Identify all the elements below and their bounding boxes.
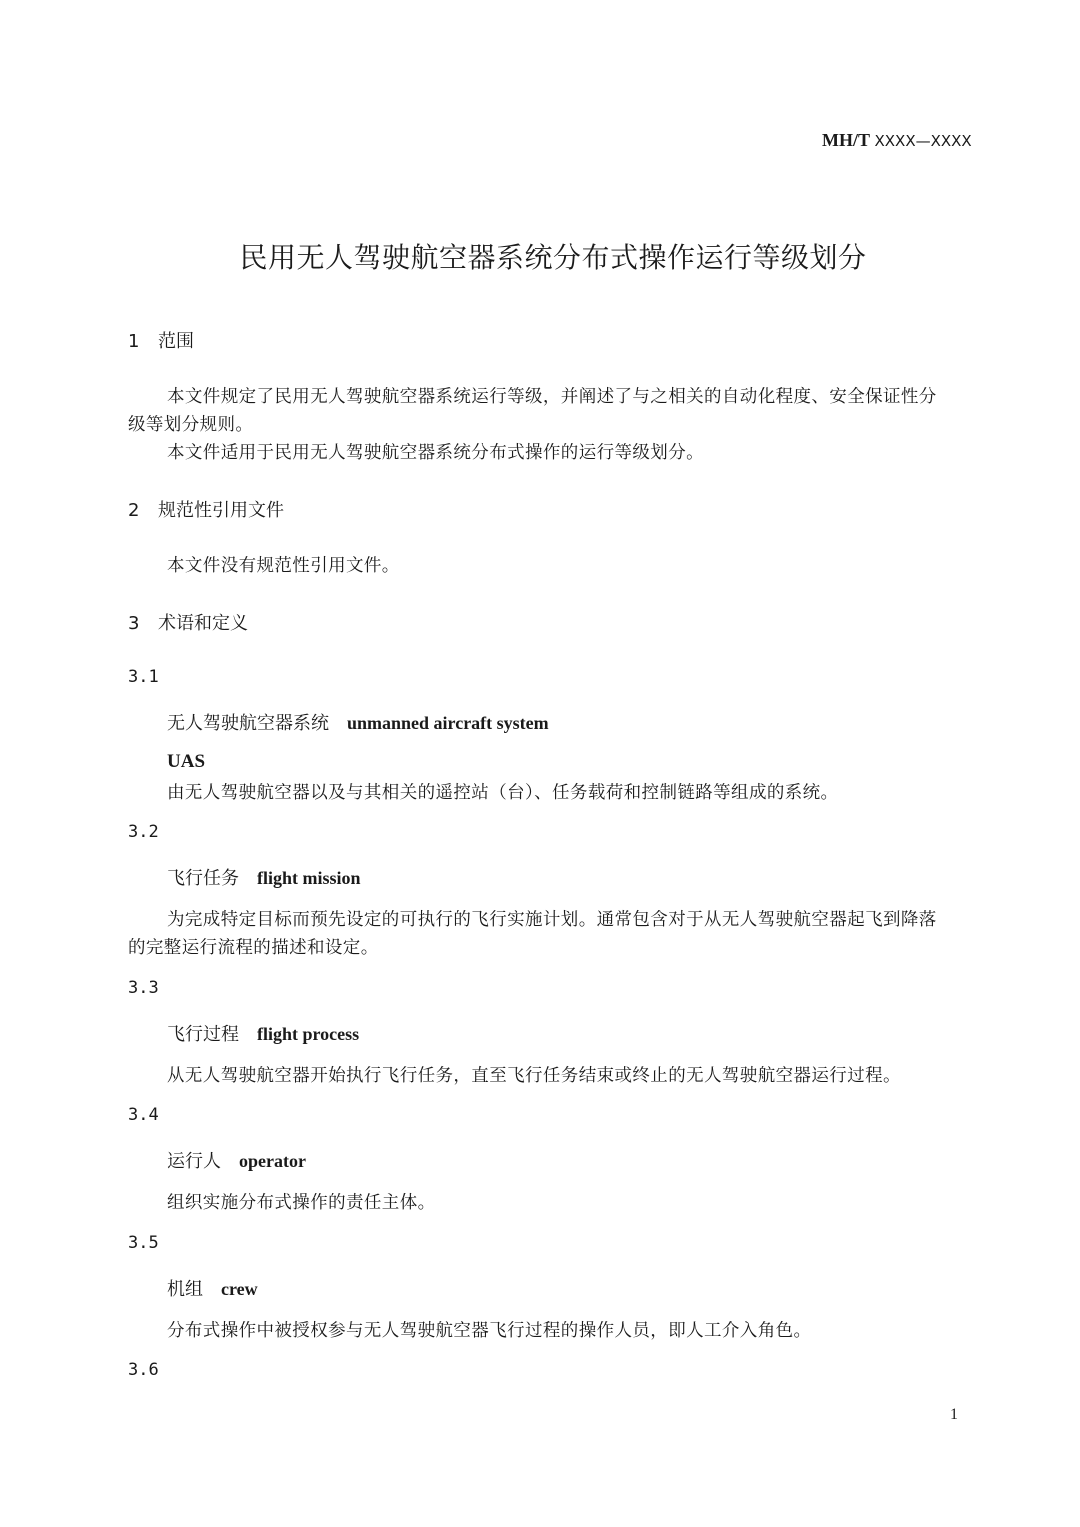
- normative-refs-paragraph: 本文件没有规范性引用文件。: [167, 556, 400, 576]
- term-entry: [167, 1147, 306, 1173]
- scope-paragraph-1-line-2: 级等划分规则。: [128, 415, 254, 435]
- section-number: 2: [128, 500, 140, 521]
- term-entry: [167, 709, 549, 735]
- term-definition-line-1: 为完成特定目标而预先设定的可执行的飞行实施计划。通常包含对于从无人驾驶航空器起飞到降落: [167, 910, 937, 930]
- term-number: 3.4: [128, 1105, 159, 1125]
- section-title: 范围: [158, 331, 194, 352]
- term-definition: 从无人驾驶航空器开始执行飞行任务，直至飞行任务结束或终止的无人驾驶航空器运行过程。: [167, 1066, 901, 1086]
- term-english: operator: [239, 1151, 306, 1171]
- term-chinese: 无人驾驶航空器系统: [167, 713, 329, 734]
- term-chinese: 机组: [167, 1279, 203, 1300]
- term-chinese: 运行人: [167, 1151, 221, 1172]
- section-number: 3: [128, 613, 140, 634]
- term-english: flight mission: [257, 868, 361, 888]
- term-english: flight process: [257, 1024, 360, 1044]
- standard-code-number: XXXX—XXXX: [874, 132, 972, 150]
- section-heading-scope: [128, 327, 194, 353]
- standard-code: [822, 130, 972, 151]
- term-number: 3.6: [128, 1360, 159, 1380]
- document-title: 民用无人驾驶航空器系统分布式操作运行等级划分: [239, 241, 867, 274]
- term-chinese: 飞行过程: [167, 1024, 239, 1045]
- term-number: 3.2: [128, 822, 159, 842]
- term-number: 3.3: [128, 978, 159, 998]
- term-number: 3.5: [128, 1233, 159, 1253]
- term-definition: 组织实施分布式操作的责任主体。: [167, 1193, 436, 1213]
- term-definition: 分布式操作中被授权参与无人驾驶航空器飞行过程的操作人员，即人工介入角色。: [167, 1321, 812, 1341]
- term-english: crew: [221, 1279, 258, 1299]
- page-number: 1: [950, 1406, 958, 1423]
- section-title: 规范性引用文件: [158, 500, 284, 521]
- section-heading-normative-refs: [128, 496, 284, 522]
- term-entry: [167, 1275, 258, 1301]
- standard-code-prefix: MH/T: [822, 130, 870, 150]
- section-heading-terms: [128, 609, 248, 635]
- term-abbreviation: UAS: [167, 751, 206, 772]
- scope-paragraph-1-line-1: 本文件规定了民用无人驾驶航空器系统运行等级，并阐述了与之相关的自动化程度、安全保证性分: [167, 387, 937, 407]
- section-title: 术语和定义: [158, 613, 248, 634]
- section-number: 1: [128, 331, 140, 352]
- term-entry: [167, 864, 361, 890]
- scope-paragraph-2: 本文件适用于民用无人驾驶航空器系统分布式操作的运行等级划分。: [167, 443, 704, 463]
- term-definition: 由无人驾驶航空器以及与其相关的遥控站（台）、任务载荷和控制链路等组成的系统。: [167, 783, 839, 803]
- term-definition-line-2: 的完整运行流程的描述和设定。: [128, 938, 379, 958]
- term-english: unmanned aircraft system: [347, 713, 549, 733]
- term-entry: [167, 1020, 359, 1046]
- term-number: 3.1: [128, 667, 159, 687]
- term-chinese: 飞行任务: [167, 868, 239, 889]
